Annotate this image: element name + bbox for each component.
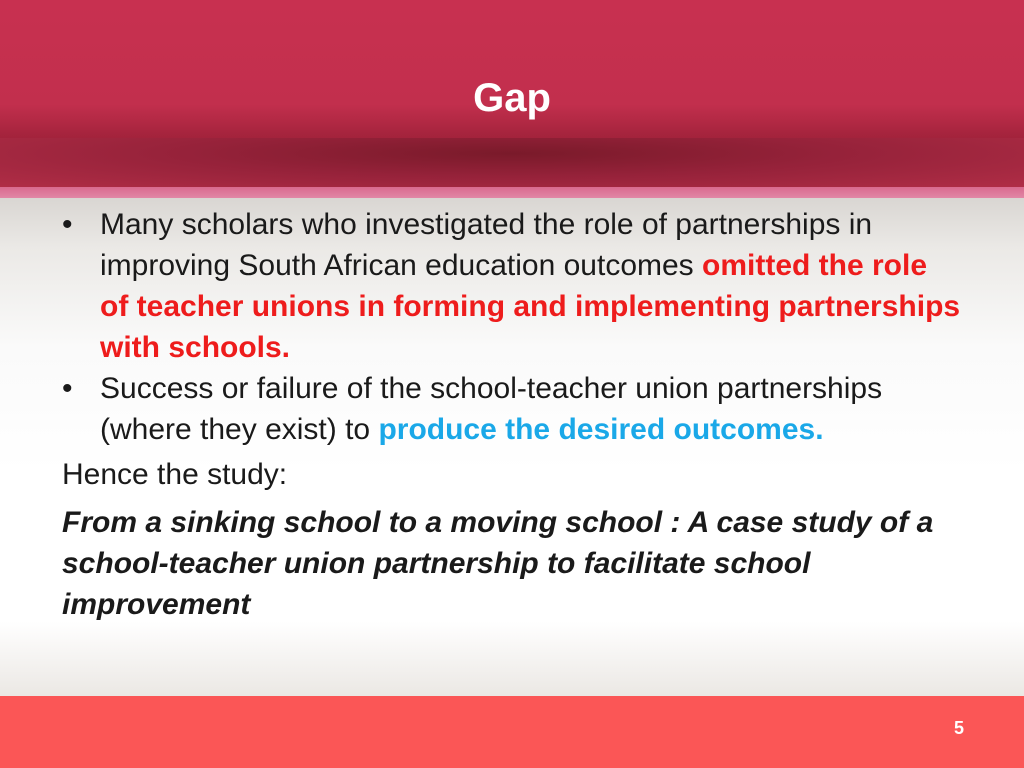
slide-title: Gap — [473, 76, 551, 120]
slide-body — [62, 204, 962, 625]
bullet-highlight-red: omitted the role of teacher unions in forming and implementing partnerships with schools. — [100, 249, 961, 364]
bullet-text: Many scholars who investigated the role of partnerships in improving South African education outcomes — [100, 208, 873, 282]
page-number: 5 — [953, 718, 964, 738]
bullet-highlight-blue: produce the desired outcomes. — [378, 413, 824, 446]
hence-line: Hence the study: — [62, 458, 288, 491]
study-title: From a sinking school to a moving school : A case study of a school-teacher union partnership to facilitate school improvement — [62, 506, 934, 621]
bullet-item — [62, 368, 962, 450]
footer-bar — [0, 696, 1024, 768]
header-shadow-band — [0, 138, 1024, 190]
bullet-dot: • — [62, 372, 73, 405]
bullet-dot: • — [62, 208, 73, 241]
bullet-item — [62, 204, 962, 368]
bullet-text: Success or failure of the school-teacher union partnerships (where they exist) to — [100, 372, 883, 446]
header-divider — [0, 187, 1024, 198]
